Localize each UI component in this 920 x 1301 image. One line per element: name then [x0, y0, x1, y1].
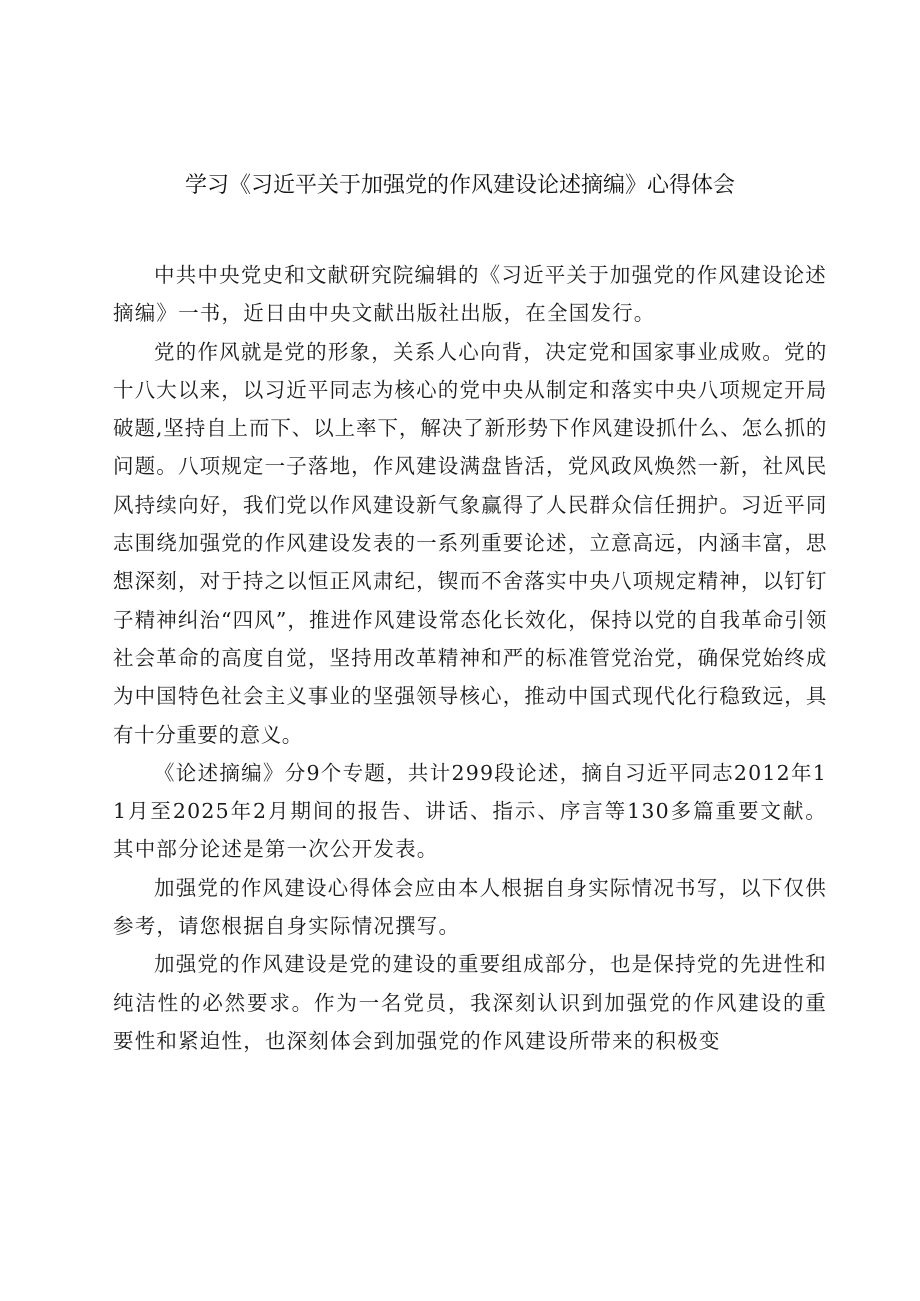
paragraph-reflection: 加强党的作风建设是党的建设的重要组成部分，也是保持党的先进性和纯洁性的必然要求。作为一名党员，我深刻认识到加强党的作风建设的重要性和紧迫性，也深刻体会到加强党的作风建设所带来的积极变 — [113, 952, 827, 1053]
paragraph-intro: 中共中央党史和文献研究院编辑的《习近平关于加强党的作风建设论述摘编》一书，近日由中央文献出版社出版，在全国发行。 — [113, 263, 827, 326]
document-title: 学习《习近平关于加强党的作风建设论述摘编》心得体会 — [184, 173, 735, 198]
paragraph-contents: 《论述摘编》分9个专题，共计299段论述，摘自习近平同志2012年11月至2025年2月期间的报告、讲话、指示、序言等130多篇重要文献。其中部分论述是第一次公开发表。 — [113, 760, 827, 862]
paragraph-significance: 党的作风就是党的形象，关系人心向背，决定党和国家事业成败。党的十八大以来，以习近平同志为核心的党中央从制定和落实中央八项规定开局破题,坚持自上而下、以上率下，解决了新形势下作风建设抓什么、怎么抓的问题。八项规定一子落地，作风建设满盘皆活，党风政风焕然一新，社风民风持续向好，我们党以作风建设新气象赢得了人民群众信任拥护。习近平同志围绕加强党的作风建设发表的一系列重要论述，立意高远，内涵丰富，思想深刻，对于持之以恒正风肃纪，锲而不舍落实中央八项规定精神，以钉钉子精神纠治“四风”，推进作风建设常态化长效化，保持以党的自我革命引领社会革命的高度自觉，坚持用改革精神和严的标准管党治党，确保党始终成为中国特色社会主义事业的坚强领导核心，推动中国式现代化行稳致远，具有十分重要的意义。 — [113, 339, 827, 747]
document-body — [113, 256, 827, 1060]
paragraph-note: 加强党的作风建设心得体会应由本人根据自身实际情况书写，以下仅供参考，请您根据自身实际情况撰写。 — [113, 875, 827, 939]
